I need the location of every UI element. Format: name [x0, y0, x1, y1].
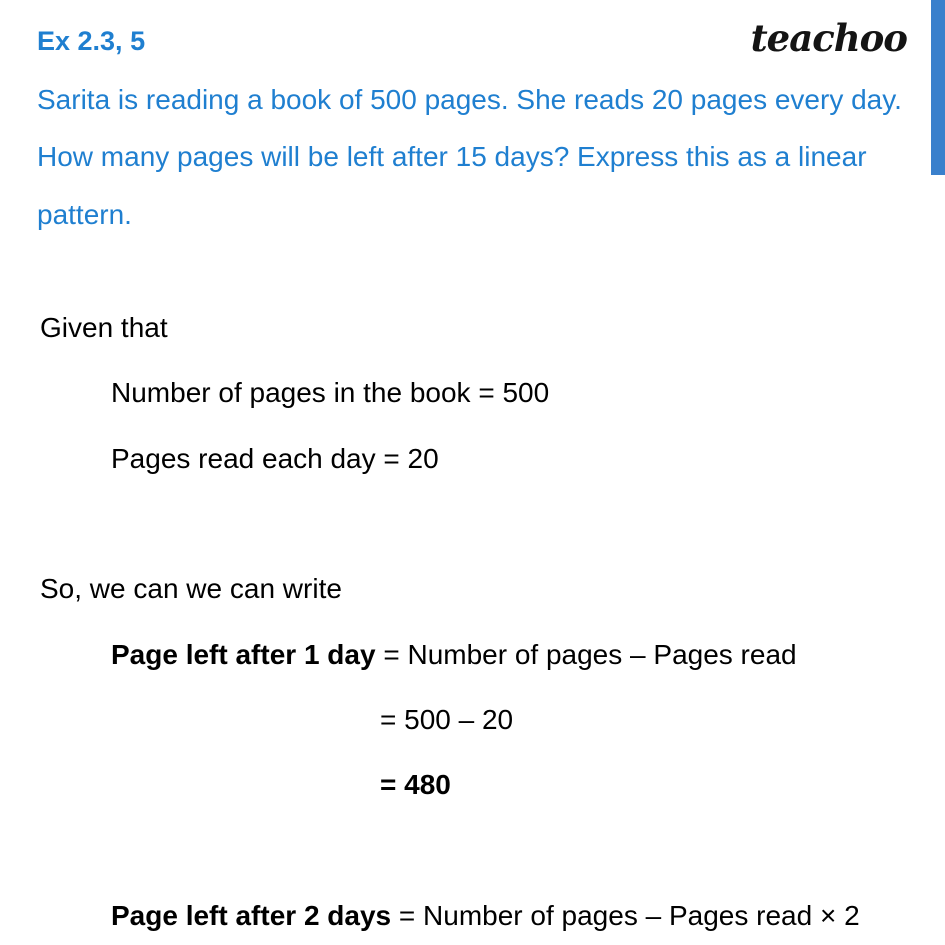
day2-label: Page left after 2 days — [111, 900, 392, 931]
exercise-title: Ex 2.3, 5 — [37, 26, 146, 56]
teachoo-logo: teachoo — [750, 16, 907, 60]
solution-intro: So, we can we can write — [40, 573, 342, 604]
day1-label: Page left after 1 day — [111, 639, 376, 670]
day2-equation — [111, 900, 860, 932]
question-line-1: Sarita is reading a book of 500 pages. She reads 20 pages every day. — [37, 84, 902, 115]
question-line-2: How many pages will be left after 15 days? Express this as a linear — [37, 141, 867, 172]
day1-equation — [111, 639, 797, 671]
day1-step: = 500 – 20 — [380, 704, 514, 735]
day1-result: = 480 — [380, 769, 451, 800]
day2-expression: = Number of pages – Pages read × 2 — [391, 900, 860, 931]
given-pages-per-day: Pages read each day = 20 — [111, 443, 439, 474]
scrollbar-thumb[interactable] — [931, 0, 945, 175]
day1-expression: = Number of pages – Pages read — [375, 639, 797, 670]
given-pages-in-book: Number of pages in the book = 500 — [111, 377, 550, 408]
given-heading: Given that — [40, 312, 168, 343]
question-line-3: pattern. — [37, 199, 132, 230]
